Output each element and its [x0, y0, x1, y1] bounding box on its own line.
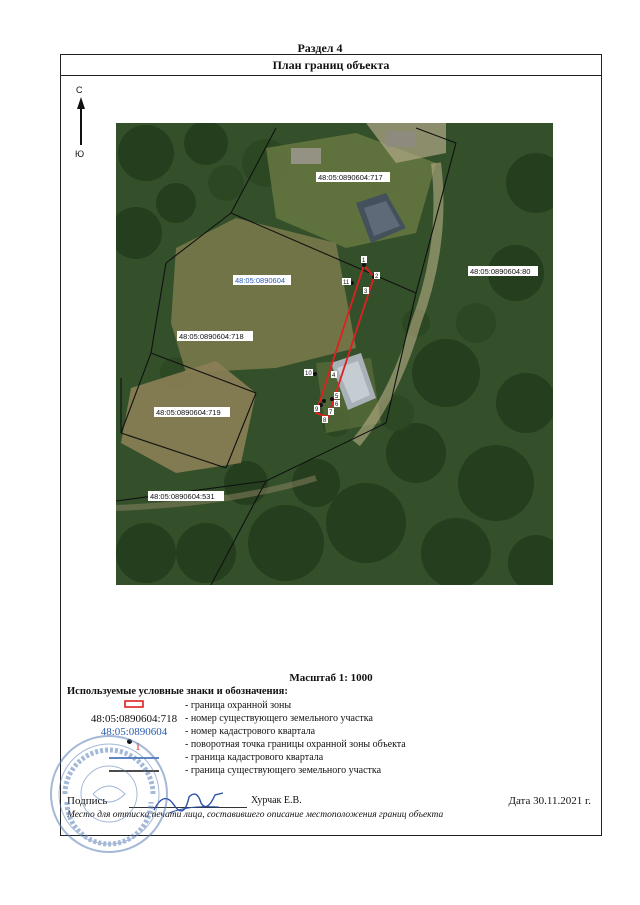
quarter-label: 48:05:0890604: [235, 276, 286, 285]
parcel-label-717: 48:05:0890604:717: [318, 173, 383, 182]
point-label-11: 11: [343, 280, 350, 286]
signer-name: Хурчак Е.В.: [251, 795, 302, 806]
point-label-9: 9: [315, 407, 319, 413]
legend-row-parcel-number: [61, 713, 601, 726]
compass-south-label: Ю: [75, 149, 85, 159]
point-label-3: 3: [364, 289, 368, 295]
legend-desc: - поворотная точка границы охранной зоны объекта: [185, 739, 406, 750]
point-label-1: 1: [362, 258, 366, 264]
legend-desc: - граница кадастрового квартала: [185, 752, 324, 763]
signature-label: Подпись: [67, 795, 108, 807]
point-label-8: 8: [323, 418, 327, 424]
turning-point-number: 1: [135, 741, 141, 753]
parcel-label-80: 48:05:0890604:80: [470, 267, 531, 276]
parcel-label-718: 48:05:0890604:718: [179, 332, 244, 341]
legend-desc: - граница существующего земельного участка: [185, 765, 382, 776]
point-label-5: 5: [335, 394, 339, 400]
point-label-10: 10: [305, 371, 312, 377]
legend-desc: - номер кадастрового квартала: [185, 726, 316, 737]
stamp-place-note: Место для оттиска печати лица, составившего описание местоположения границ объекта: [67, 810, 444, 820]
compass-north-label: С: [76, 85, 83, 95]
parcel-label-531: 48:05:0890604:531: [150, 492, 215, 501]
legend-row-zone: [61, 700, 601, 713]
plan-title: План границ объекта: [61, 55, 601, 76]
point-label-7: 7: [329, 410, 333, 416]
parcel-label-719: 48:05:0890604:719: [156, 408, 221, 417]
zone-boundary-symbol: [67, 700, 201, 712]
parcel-number-sample: 48:05:0890604:718: [90, 713, 178, 725]
point-label-6: 6: [335, 402, 339, 408]
section-title: Раздел 4: [297, 41, 343, 55]
satellite-map: [116, 123, 553, 585]
point-label-4: 4: [332, 373, 336, 379]
signature-date: Дата 30.11.2021 г.: [508, 795, 591, 807]
quarter-number-sample: 48:05:0890604: [100, 726, 168, 738]
point-label-2: 2: [375, 274, 379, 280]
seal-stamp: [45, 730, 173, 858]
legend-desc: - номер существующего земельного участка: [185, 713, 373, 724]
document-frame: [60, 54, 602, 836]
legend-title: Используемые условные знаки и обозначения:: [67, 686, 288, 697]
north-arrow-icon: [67, 85, 91, 165]
legend-desc: - граница охранной зоны: [185, 700, 292, 711]
scale-text: Масштаб 1: 1000: [289, 672, 373, 684]
